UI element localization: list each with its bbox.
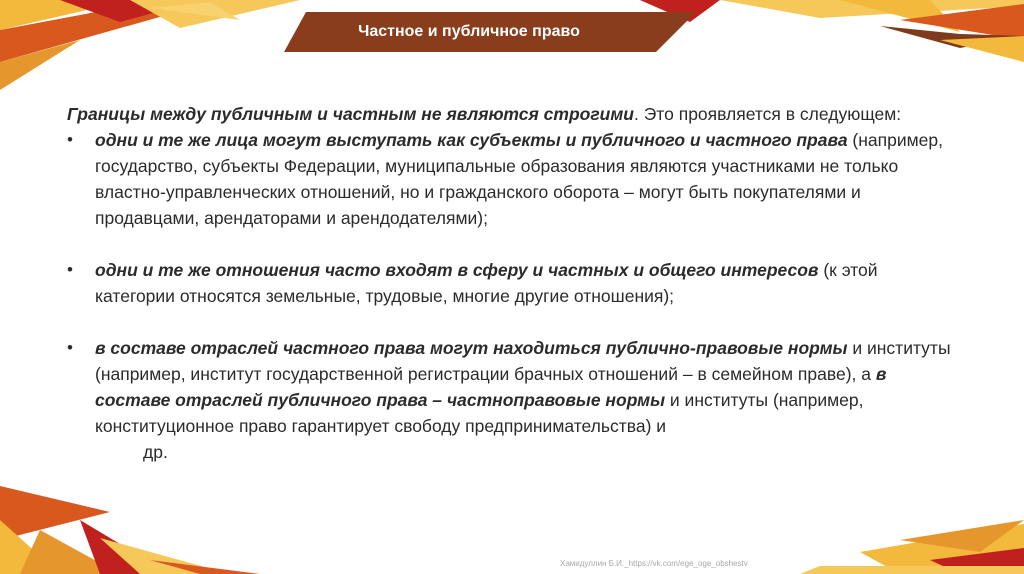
footer-credit: Хамидуллин Б.И._https://vk.com/ege_oge_obshestv bbox=[560, 559, 748, 568]
title-banner bbox=[284, 12, 696, 52]
intro-paragraph bbox=[67, 101, 957, 127]
bullet-3-rest-2: и институты (например, конституционное право гарантирует свободу предпринимательства) и bbox=[95, 390, 864, 436]
bullet-2-bold: одни и те же отношения часто входят в сферу и частных и общего интересов bbox=[95, 260, 819, 280]
bullet-marker: • bbox=[67, 130, 73, 149]
bullet-item-1 bbox=[67, 127, 957, 231]
bullet-3-bold-2: в составе отраслей публичного права – частноправовые нормы bbox=[95, 364, 887, 410]
bullet-item-2 bbox=[67, 257, 957, 309]
intro-bold: Границы между публичным и частным не являются строгими bbox=[67, 104, 634, 124]
slide-content bbox=[67, 101, 957, 465]
bullet-1-bold: одни и те же лица могут выступать как субъекты и публичного и частного права bbox=[95, 130, 848, 150]
intro-rest: . Это проявляется в следующем: bbox=[634, 104, 902, 124]
bullet-item-3 bbox=[67, 335, 957, 465]
bullet-1-rest: (например, государство, субъекты Федерации, муниципальные образования являются участниками не только властно-управленческих отношений, но и гражданского оборота – могут быть покупателями и продавцами, арендаторами и арендодателями); bbox=[95, 130, 943, 228]
bullet-3-tail: др. bbox=[143, 442, 168, 462]
bullet-3-rest: и институты (например, институт государственной регистрации брачных отношений – в семейном праве), а bbox=[95, 338, 951, 384]
bullet-2-rest: (к этой категории относятся земельные, трудовые, многие другие отношения); bbox=[95, 260, 878, 306]
bullet-3-bold: в составе отраслей частного права могут находиться публично-правовые нормы bbox=[95, 338, 848, 358]
bullet-marker: • bbox=[67, 338, 73, 357]
slide-title: Частное и публичное право bbox=[358, 23, 580, 40]
bullet-marker: • bbox=[67, 260, 73, 279]
